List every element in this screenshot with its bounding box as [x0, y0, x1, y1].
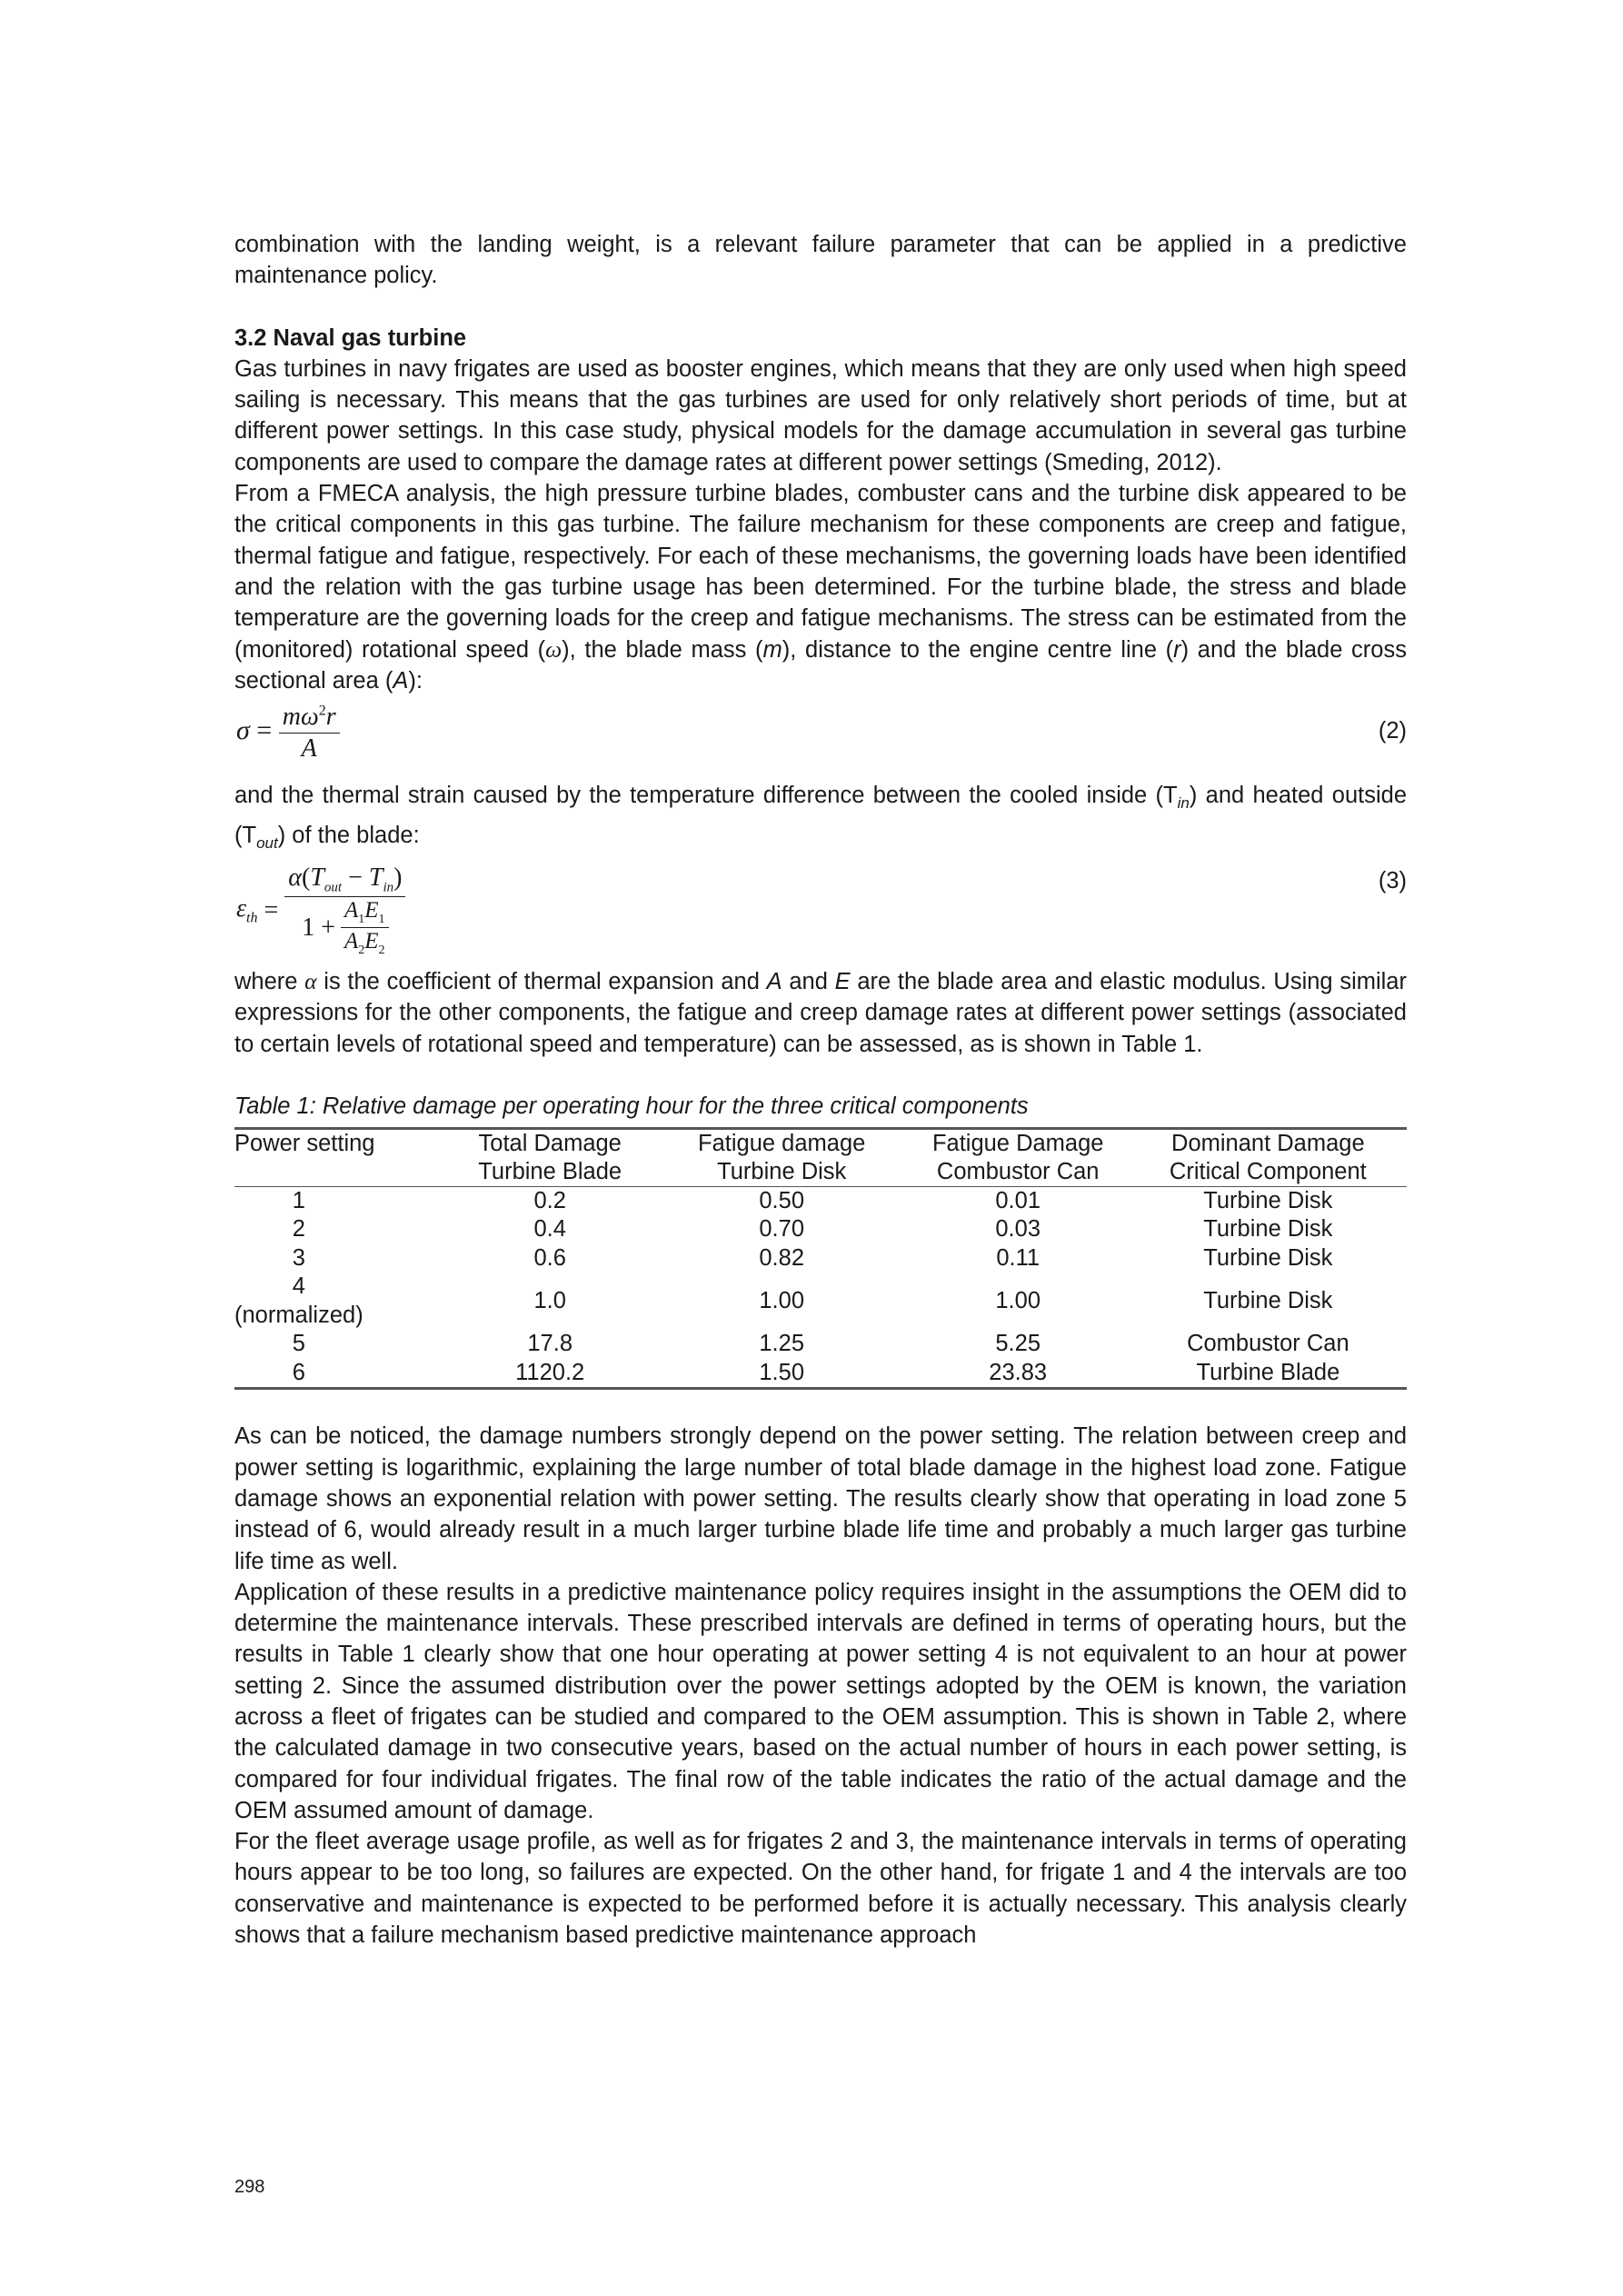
table-row: [234, 1359, 1407, 1389]
table-cell: 1.0: [533, 1288, 566, 1314]
table-row: [234, 1186, 1407, 1215]
paragraph-gas-turbines: Gas turbines in navy frigates are used as booster engines, which means that they are only used when high speed sailing is necessary. This means that the gas turbines are used for only relatively short periods of time, but at different power settings. In this case study, physical models for the damage accumulation in several gas turbine components are used to compare the damage rates at different power settings (Smeding, 2012).: [234, 355, 1407, 475]
table-cell: 0.70: [759, 1216, 805, 1243]
table-cell: 4 (normalized): [234, 1273, 363, 1328]
table-cell: 23.83: [907, 1359, 1130, 1389]
table-cell: Turbine Disk: [1203, 1216, 1333, 1243]
table-row: [234, 1244, 1407, 1273]
table-cell: 0.2: [533, 1187, 566, 1213]
paragraph-damage-numbers: As can be noticed, the damage numbers strongly depend on the power setting. The relation between creep and power setting is logarithmic, explaining the large number of total blade damage in the highest load zone. Fatigue damage shows an exponential relation with power setting. The results clearly show that operating in load zone 5 instead of 6, would already result in a much larger turbine blade life time and probably a much larger gas turbine life time as well.: [234, 1423, 1407, 1574]
table-cell: 1: [292, 1187, 305, 1213]
table-cell: 1.50: [657, 1359, 907, 1389]
paragraph-application: Application of these results in a predictive maintenance policy requires insight in the assumptions the OEM did to determine the maintenance intervals. These prescribed intervals are defined in terms of operating hours, but the results in Table 1 clearly show that one hour operating at power setting 4 is not equivalent to an hour at power setting 2. Since the assumed distribution over the power settings adopted by the OEM is known, the variation across a fleet of frigates can be studied and compared to the OEM assumption. This is shown in Table 2, where the calculated damage in two consecutive years, based on the actual number of hours in each power setting, is compared for four individual frigates. The final row of the table indicates the ratio of the actual damage and the OEM assumed amount of damage.: [234, 1579, 1407, 1823]
table-row: [234, 1330, 1407, 1359]
table-row: [234, 1273, 1407, 1330]
damage-table: [234, 1127, 1407, 1391]
column-header-power-setting: Power setting: [234, 1128, 443, 1186]
table-cell: 0.50: [759, 1187, 805, 1213]
table-cell: 0.01: [995, 1187, 1041, 1213]
table-cell: 17.8: [527, 1331, 573, 1357]
table-cell: Turbine Blade: [1130, 1359, 1407, 1389]
table-cell: 2: [292, 1216, 305, 1243]
section-heading: 3.2 Naval gas turbine: [234, 324, 467, 351]
column-header-dominant: Dominant Damage Critical Component: [1130, 1128, 1407, 1186]
table-cell: 6: [234, 1359, 443, 1389]
table-cell: 0.4: [533, 1216, 566, 1243]
table-cell: 1120.2: [443, 1359, 657, 1389]
equation-thermal-strain: $\varepsilon_{th}$ = $\alpha(T_{out} - T_{in})$ 1 + $\frac{A_1E_1}{A_2E_2}$ (3): [236, 863, 1407, 958]
column-header-total-damage: Total Damage Turbine Blade: [443, 1128, 657, 1186]
paragraph-fleet: For the fleet average usage profile, as well as for frigates 2 and 3, the maintenance intervals in terms of operating hours appear to be too long, so failures are expected. On the other hand, for frigate 1 and 4 the intervals are too conservative and maintenance is expected to be performed before it is actually necessary. This analysis clearly shows that a failure mechanism based predictive maintenance approach: [234, 1829, 1407, 1949]
table-caption: Table 1: Relative damage per operating hour for the three critical components: [234, 1093, 1029, 1119]
table-cell: 5.25: [995, 1331, 1041, 1357]
table-cell: 1.00: [995, 1288, 1041, 1314]
table-cell: Combustor Can: [1187, 1331, 1349, 1357]
column-header-fatigue-disk: Fatigue damage Turbine Disk: [657, 1128, 907, 1186]
equation-number: (3): [1378, 867, 1407, 893]
table-cell: 3: [292, 1244, 305, 1271]
table-cell: 0.6: [533, 1244, 566, 1271]
table-cell: Turbine Disk: [1203, 1244, 1333, 1271]
paragraph-fmeca: From a FMECA analysis, the high pressure turbine blades, combuster cans and the turbine disk appeared to be the critical components in this gas turbine. The failure mechanism for these components are creep and fatigue, thermal fatigue and fatigue, respectively. For each of these mechanisms, the governing loads have been identified and the relation with the gas turbine usage has been determined. For the turbine blade, the stress and blade temperature are the governing loads for the creep and fatigue mechanisms. The stress can be estimated from the (monitored) rotational speed (ω), the blade mass (m), distance to the engine centre line (r) and the blade cross sectional area (A):: [234, 481, 1407, 694]
intro-paragraph: combination with the landing weight, is a relevant failure parameter that can be applied in a predictive maintenance policy.: [234, 232, 1407, 289]
table-cell: 5: [292, 1331, 305, 1357]
table-cell: 0.03: [995, 1216, 1041, 1243]
column-header-fatigue-can: Fatigue Damage Combustor Can: [907, 1128, 1130, 1186]
equation-stress: σ = $\frac{m\omega^2r}{A}$ (2): [236, 703, 1407, 763]
table-cell: 1.25: [759, 1331, 805, 1357]
equation-number: (2): [1378, 718, 1407, 744]
page-number: 298: [234, 2177, 265, 2197]
paragraph-thermal-strain: and the thermal strain caused by the temperature difference between the cooled inside $(T_{in})$ and heated outside $(T_{out})$ of the blade:: [234, 783, 1408, 852]
table-cell: 0.82: [759, 1244, 805, 1271]
table-cell: 0.11: [996, 1244, 1041, 1271]
table-cell: Turbine Disk: [1203, 1288, 1333, 1314]
table-cell: 1.00: [759, 1288, 805, 1314]
table-cell: Turbine Disk: [1203, 1187, 1333, 1213]
paragraph-where: where α is the coefficient of thermal expansion and A and E are the blade area and elastic modulus. Using similar expressions for the other components, the fatigue and creep damage rates at different power settings (associated to certain levels of rotational speed and temperature) can be assessed, as is shown in Table 1.: [234, 967, 1407, 1057]
table-row: [234, 1215, 1407, 1244]
page-body: [234, 229, 1407, 1951]
